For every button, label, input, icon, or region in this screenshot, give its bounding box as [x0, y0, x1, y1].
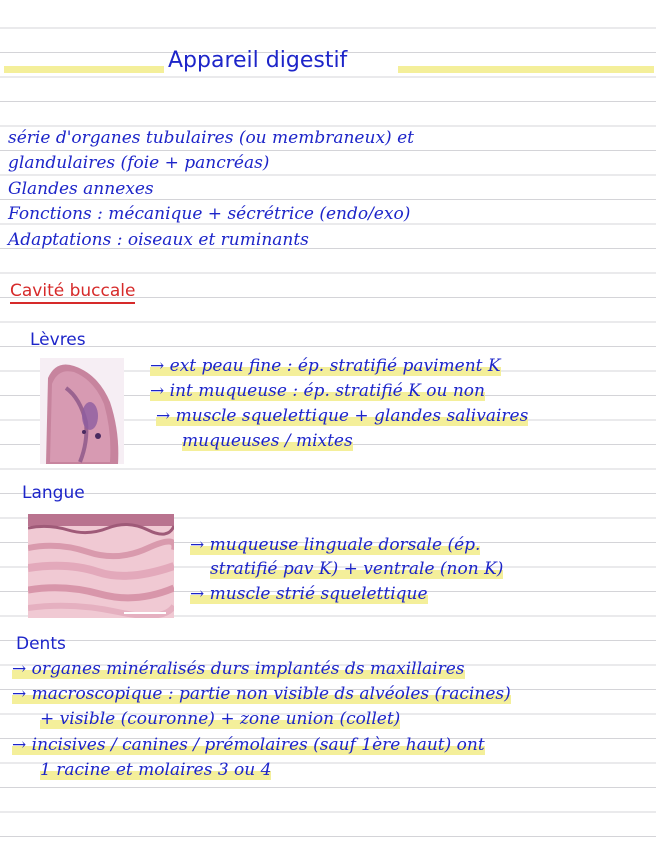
levres-bullet-1-text: → ext peau fine : ép. stratifié paviment K [150, 356, 501, 376]
levres-bullet-2 [150, 380, 485, 402]
intro-line-4: Fonctions : mécanique + sécrétrice (endo/exo) [8, 204, 411, 224]
langue-bullet-1-text: → muqueuse linguale dorsale (ép. [190, 535, 481, 555]
title-highlight-left [4, 66, 164, 73]
dents-bullet-2b [40, 708, 400, 730]
intro-line-2: glandulaires (foie + pancréas) [8, 153, 270, 173]
dents-bullet-2-text: → macroscopique : partie non visible ds alvéoles (racines) [12, 684, 511, 704]
dents-bullet-3b [40, 759, 271, 781]
levres-bullet-2-text: → int muqueuse : ép. stratifié K ou non [150, 381, 485, 401]
dents-bullet-3 [12, 734, 485, 756]
lip-histology-image [40, 358, 124, 464]
langue-bullet-2-text: → muscle strié squelettique [190, 584, 428, 604]
page-title: Appareil digestif [168, 48, 348, 73]
levres-bullet-3b-text: muqueuses / mixtes [182, 431, 353, 451]
tongue-histology-image [28, 514, 174, 618]
langue-bullet-1b [210, 558, 503, 580]
section-heading-text: Cavité buccale [10, 281, 135, 304]
langue-bullet-1 [190, 534, 480, 556]
levres-bullet-1 [150, 355, 501, 377]
langue-bullet-1b-text: stratifié pav K) + ventrale (non K) [210, 559, 504, 579]
dents-bullet-3b-text: 1 racine et molaires 3 ou 4 [40, 760, 272, 780]
section-heading [10, 280, 135, 302]
levres-bullet-3-text: → muscle squelettique + glandes salivaires [156, 406, 529, 426]
dents-heading: Dents [16, 634, 66, 654]
dents-bullet-3-text: → incisives / canines / prémolaires (sauf 1ère haut) ont [12, 735, 485, 755]
dents-bullet-2b-text: + visible (couronne) + zone union (collet) [40, 709, 401, 729]
langue-heading: Langue [22, 483, 85, 503]
dents-bullet-1 [12, 658, 465, 680]
intro-line-3: Glandes annexes [8, 179, 154, 199]
intro-line-1: série d'organes tubulaires (ou membraneux) et [8, 128, 414, 148]
levres-heading: Lèvres [30, 330, 86, 350]
dents-bullet-1-text: → organes minéralisés durs implantés ds maxillaires [12, 659, 465, 679]
intro-line-5: Adaptations : oiseaux et ruminants [8, 230, 309, 250]
title-highlight-right [398, 66, 654, 73]
levres-bullet-3 [156, 405, 528, 427]
langue-bullet-2 [190, 583, 428, 605]
levres-bullet-3b [182, 430, 353, 452]
dents-bullet-2 [12, 683, 511, 705]
